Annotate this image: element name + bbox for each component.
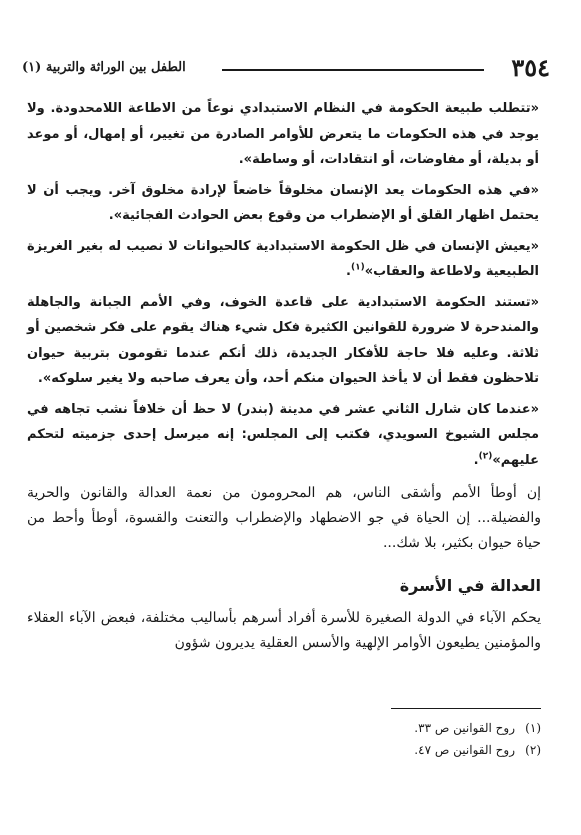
footnote-number: (٢) xyxy=(525,743,541,757)
quote-text: «يعيش الإنسان في ظل الحكومة الاستبدادية كالحيوانات لا نصيب له بغير الغريزة الطبيعية ولاطاعة والعقاب» xyxy=(27,238,539,279)
quote-text: «تتطلب طبيعة الحكومة في النظام الاستبدادي نوعاً من الاطاعة اللامحدودة. ولا يوجد في هذه الحكومات ما يتعرض للأوامر الصادرة من تغيير، أو إمهال، أو موعد أو بديلة، أو مفاوضات، أو انتقادات، أو وساطة». xyxy=(27,101,539,167)
header-rule xyxy=(222,69,484,71)
section-paragraph: يحكم الآباء في الدولة الصغيرة للأسرة أفراد أسرهم بأساليب مختلفة، فبعض الآباء العقلاء والمؤمنين يطيعون الأوامر الإلهية والأسس العقلية يديرون شؤون xyxy=(27,610,541,651)
page-content xyxy=(27,96,541,656)
footnote-text: روح القوانين ص ٤٧. xyxy=(414,743,515,757)
footnote-text: روح القوانين ص ٣٣. xyxy=(414,721,515,735)
page-number: ٣٥٤ xyxy=(511,53,550,82)
footnote-rule xyxy=(391,708,541,709)
footnote-reference: (٢) xyxy=(478,451,493,462)
quote-text: «في هذه الحكومات يعد الإنسان مخلوقاً خاضعاً لإرادة مخلوق آخر. ويجب أن لا يحتمل اظهار القلق أو الإضطراب من وقوع بعض الحوادث الفجائية». xyxy=(27,182,539,223)
body-paragraph: إن أوطأ الأمم وأشقى الناس، هم المحرومون من نعمة العدالة والقانون والحرية والفضيلة... إن الحياة في جو الاضطهاد والإضطراب والتعنت والقسوة، أوطأ وأحط من حياة حيوان بكثير، بلا شك... xyxy=(27,485,541,551)
footnote-number: (١) xyxy=(525,721,541,735)
running-title: الطفل بين الوراثة والتربية (١) xyxy=(22,60,186,75)
quote-paragraph xyxy=(27,96,541,173)
quote-text: «عندما كان شارل الثاني عشر في مدينة (بندر) لا حظ أن خلافاً نشب تجاهه في مجلس الشيوخ السويدي، فكتب إلى المجلس: إنه ميرسل إحدى جزميته لتحكم عليهم» xyxy=(27,401,539,468)
footnotes xyxy=(27,708,541,761)
quote-text: «تستند الحكومة الاستبدادية على قاعدة الخوف، وفي الأمم الجبانة والجاهلة والمندحرة لا ضرورة للقوانين الكثيرة فكل شيء هناك يقوم على فكر شخصين أو ثلاثة. وعليه فلا حاجة للأفكار الجديدة، ذلك أنكم عندما تقومون بتربية حيوان تلاحظون فقط أن لا يأخذ الحيوان منكم أحد، وأن يعرف صاحبه ولا يغير سلوكه». xyxy=(27,294,539,386)
footnote-reference: (١) xyxy=(350,262,365,273)
footnote xyxy=(27,739,541,761)
quote-paragraph: «عندما كان شارل الثاني عشر في مدينة (بندر) لا حظ أن خلافاً نشب تجاهه في مجلس الشيوخ السويدي، فكتب إلى المجلس: إنه ميرسل إحدى جزميته لتحكم عليهم»$^{(٢)}$. xyxy=(27,401,539,468)
quote-paragraph: «يعيش الإنسان في ظل الحكومة الاستبدادية كالحيوانات لا نصيب له بغير الغريزة الطبيعية ولاطاعة والعقاب»$^{(١)}$. xyxy=(27,238,539,279)
section-heading: العدالة في الأسرة xyxy=(399,576,541,595)
page-header xyxy=(22,55,550,81)
quote-paragraph xyxy=(27,178,541,229)
quote-paragraph xyxy=(27,290,541,392)
footnote xyxy=(27,717,541,739)
